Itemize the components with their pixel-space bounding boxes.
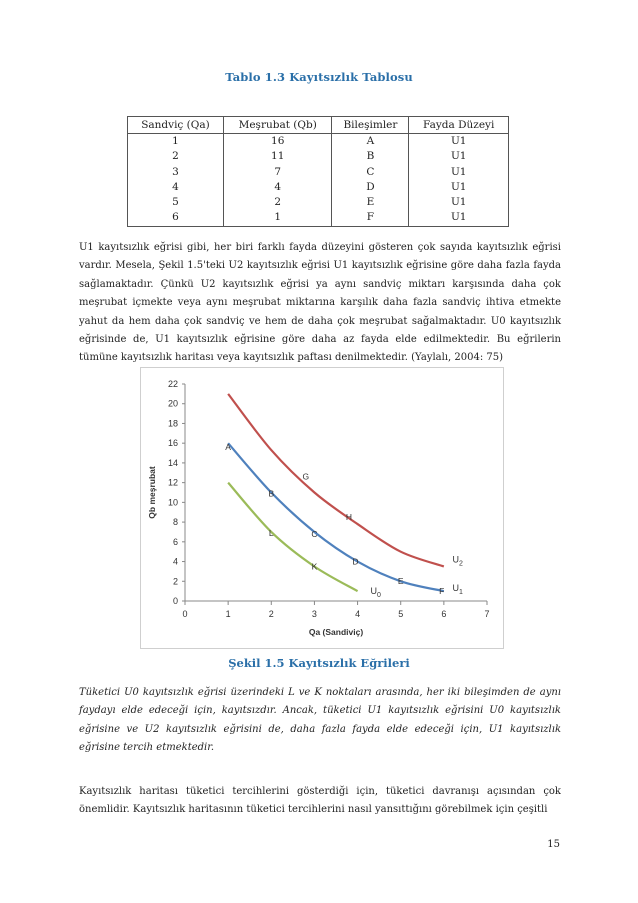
table-cell: C <box>332 165 409 180</box>
point-label-b: B <box>268 488 275 499</box>
x-tick-label: 7 <box>484 609 490 619</box>
point-label-k: K <box>311 561 318 572</box>
figure-title: Şekil 1.5 Kayıtsızlık Eğrileri <box>228 656 410 670</box>
table-row <box>128 134 509 150</box>
x-tick-label: 4 <box>355 609 361 619</box>
curve-label-u0: $U_0$ <box>370 586 381 600</box>
point-label-e: E <box>397 576 404 587</box>
page-number: 15 <box>547 839 560 850</box>
table-row <box>128 165 509 180</box>
column-header: Fayda Düzeyi <box>409 117 509 134</box>
series-line-u0 <box>228 483 357 592</box>
x-tick-label: 3 <box>311 609 317 619</box>
table-cell: 11 <box>223 149 332 164</box>
indifference-table <box>127 116 509 227</box>
table-cell: 16 <box>223 134 332 150</box>
table-cell: U1 <box>409 180 509 195</box>
table-cell: U1 <box>409 195 509 210</box>
series-line-u1 <box>228 443 444 591</box>
x-tick-label: 5 <box>398 609 404 619</box>
x-tick-label: 2 <box>268 609 274 619</box>
point-label-g: G <box>302 471 310 482</box>
table-cell: A <box>332 134 409 150</box>
table-cell: 5 <box>128 195 224 210</box>
x-axis-label: Qa (Sandiviç) <box>308 627 364 637</box>
y-tick-label: 2 <box>172 576 178 587</box>
table-cell: D <box>332 180 409 195</box>
table-row <box>128 195 509 210</box>
y-tick-label: 6 <box>172 536 178 547</box>
x-tick-label: 0 <box>182 609 188 619</box>
column-header: Sandviç (Qa) <box>128 117 224 134</box>
curve-label-u2: $U_2$ <box>452 554 463 568</box>
y-tick-label: 8 <box>172 517 178 528</box>
x-tick-label: 1 <box>225 609 231 619</box>
table-cell: U1 <box>409 149 509 164</box>
body-paragraph-2: Tüketici U0 kayıtsızlık eğrisi üzerindeki L ve K noktaları arasında, her iki bileşimden de aynı faydayı elde edeceği için, kayıtsızdır. Ancak, tüketici U1 kayıtsızlık eğrisini U0 kayıtsızlık eğrisine ve U2 kayıtsızlık eğrisini de, daha fazla fayda elde edeceği için, U1 kayıtsızlık eğrisine tercih etmektedir. <box>79 687 561 754</box>
y-tick-label: 10 <box>167 497 178 508</box>
y-tick-label: 16 <box>167 438 178 449</box>
table-cell: 2 <box>128 149 224 164</box>
point-label-d: D <box>352 556 359 567</box>
table-cell: U1 <box>409 134 509 150</box>
y-axis-label: Qb meşrubat <box>147 466 157 519</box>
point-label-l: L <box>268 527 274 538</box>
body-paragraph-3: Kayıtsızlık haritası tüketici tercihlerini gösterdiği için, tüketici davranışı açısından çok önemlidir. Kayıtsızlık haritasının tüketici tercihlerini nasıl yansıttığını görebilmek için çeşitli <box>79 786 561 816</box>
point-label-c: C <box>311 528 318 539</box>
y-tick-label: 14 <box>167 457 178 468</box>
column-header: Meşrubat (Qb) <box>223 117 332 134</box>
table-header-row <box>128 117 509 134</box>
point-label-h: H <box>345 512 353 523</box>
y-tick-label: 22 <box>167 379 178 389</box>
table-cell: E <box>332 195 409 210</box>
table-cell: 1 <box>128 134 224 150</box>
table-cell: 1 <box>223 210 332 226</box>
table-cell: U1 <box>409 210 509 226</box>
table-row <box>128 180 509 195</box>
x-tick-label: 6 <box>441 609 447 619</box>
point-label-a: A <box>225 442 231 453</box>
table-title: Tablo 1.3 Kayıtsızlık Tablosu <box>225 70 413 84</box>
table-cell: 3 <box>128 165 224 180</box>
chart-svg <box>141 368 503 648</box>
y-tick-label: 0 <box>172 596 178 606</box>
table-cell: 4 <box>128 180 224 195</box>
body-paragraph-1: U1 kayıtsızlık eğrisi gibi, her biri farklı fayda düzeyini gösteren çok sayıda kayıtsızlık eğrisi vardır. Mesela, Şekil 1.5'teki U2 kayıtsızlık eğrisi U1 kayıtsızlık eğrisine göre daha fazla fayda sağlamaktadır. Çünkü U2 kayıtsızlık eğrisi ya aynı sandviç miktarı karşısında daha çok meşrubat içmekte veya aynı meşrubat miktarına karşılık daha fazla sandviç ihtiva etmekte yahut da hem daha çok sandviç ve hem de daha çok meşrubat sağalmaktadır. U0 kayıtsızlık eğrisinde de, U1 kayıtsızlık eğrisine göre daha az fayda elde edilmektedir. Bu eğrilerin tümüne kayıtsızlık haritası veya kayıtsızlık paftası denilmektedir. (Yaylalı, 2004: 75) <box>79 242 561 364</box>
table-cell: F <box>332 210 409 226</box>
table-cell: 7 <box>223 165 332 180</box>
y-tick-label: 4 <box>172 556 178 567</box>
table-cell: 2 <box>223 195 332 210</box>
table-row <box>128 210 509 226</box>
table-cell: B <box>332 149 409 164</box>
y-tick-label: 18 <box>167 418 178 429</box>
y-tick-label: 12 <box>167 477 178 488</box>
table-cell: 6 <box>128 210 224 226</box>
indifference-curves-chart <box>140 367 504 649</box>
column-header: Bileşimler <box>332 117 409 134</box>
curve-label-u1: $U_1$ <box>452 583 463 597</box>
table-cell: U1 <box>409 165 509 180</box>
table-cell: 4 <box>223 180 332 195</box>
y-tick-label: 20 <box>167 398 178 409</box>
point-label-f: F <box>439 586 445 597</box>
table-row <box>128 149 509 164</box>
